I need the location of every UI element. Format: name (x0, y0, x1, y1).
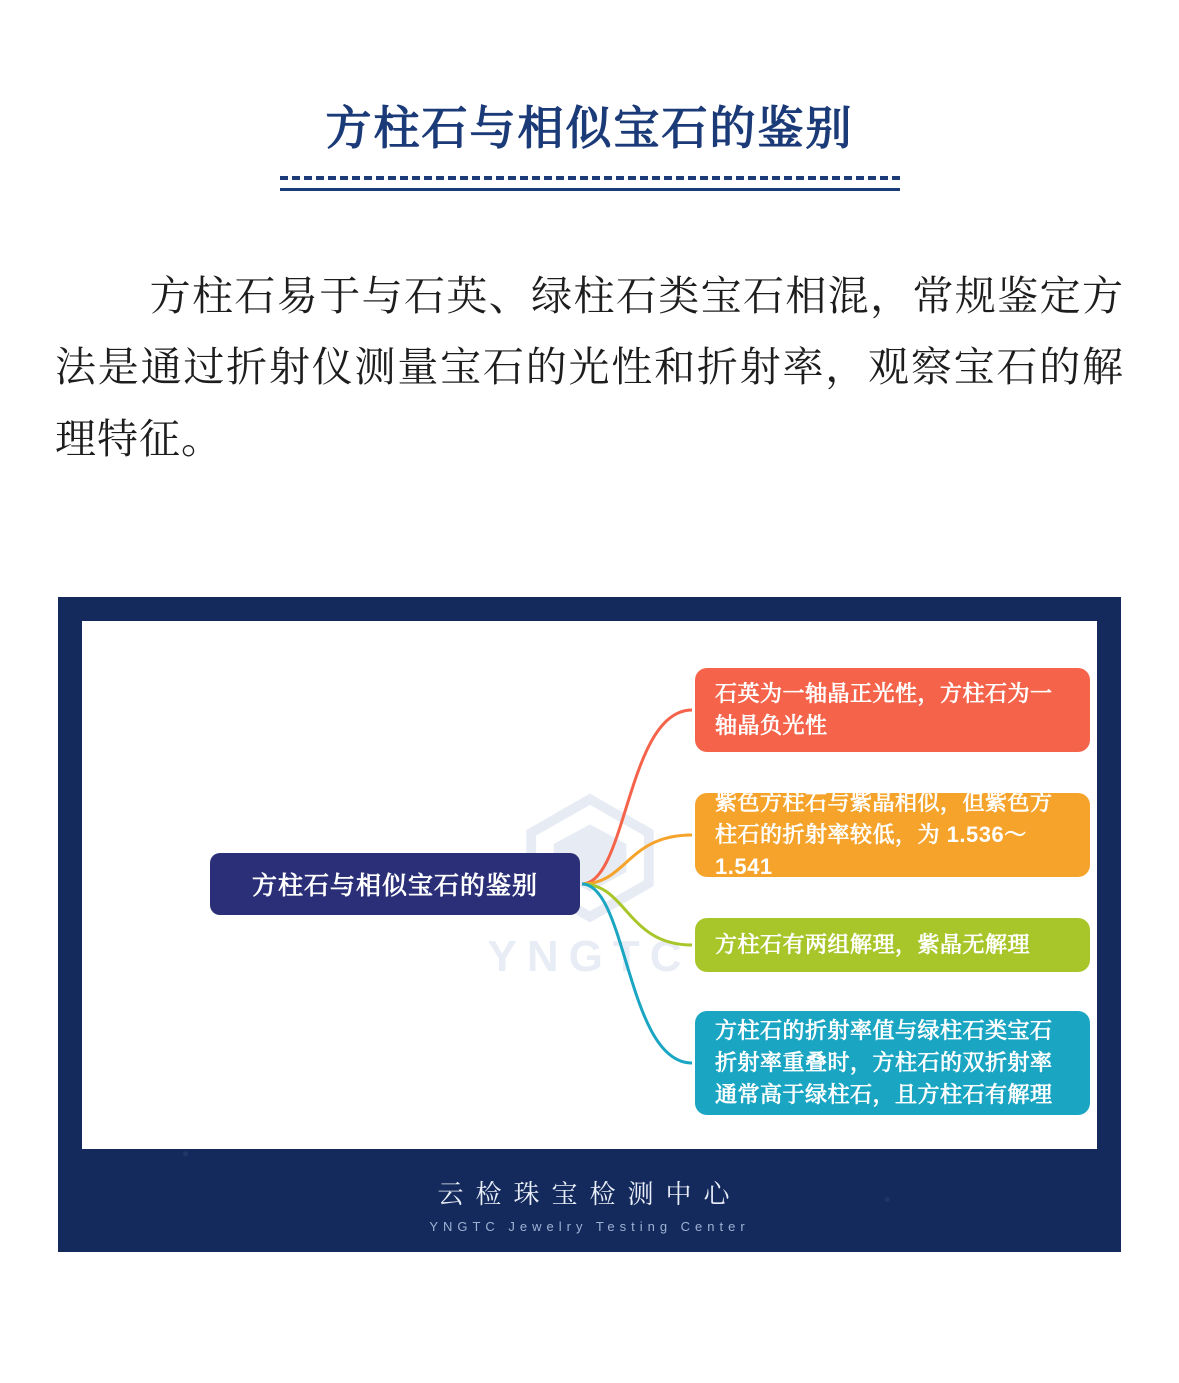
page-title: 方柱石与相似宝石的鉴别 (325, 102, 854, 154)
mindmap-root-node: 方柱石与相似宝石的鉴别 (210, 853, 580, 915)
footer-title-en: YNGTC Jewelry Testing Center (429, 1219, 750, 1234)
mindmap-canvas (82, 621, 1097, 1149)
intro-paragraph (55, 261, 1124, 476)
page-header (0, 0, 1179, 191)
mindmap-branch-3: 方柱石有两组解理，紫晶无解理 (695, 918, 1090, 972)
title-dashed-rule (280, 176, 900, 180)
mindmap-branch-1: 石英为一轴晶正光性，方柱石为一轴晶负光性 (695, 668, 1090, 752)
mindmap-branch-2: 紫色方柱石与紫晶相似，但紫色方柱石的折射率较低，为 1.536～1.541 (695, 793, 1090, 877)
footer-title-cn: 云检珠宝检测中心 (437, 1179, 742, 1209)
mindmap-card (58, 597, 1121, 1252)
mindmap-branch-4: 方柱石的折射率值与绿柱石类宝石折射率重叠时，方柱石的双折射率通常高于绿柱石，且方柱石有解理 (695, 1011, 1090, 1115)
watermark-text: YNGTC (487, 932, 692, 981)
card-footer (58, 1174, 1121, 1234)
title-solid-rule (280, 188, 900, 191)
paragraph-text: 方柱石易于与石英、绿柱石类宝石相混，常规鉴定方法是通过折射仪测量宝石的光性和折射率，观察宝石的解理特征。 (55, 272, 1124, 462)
